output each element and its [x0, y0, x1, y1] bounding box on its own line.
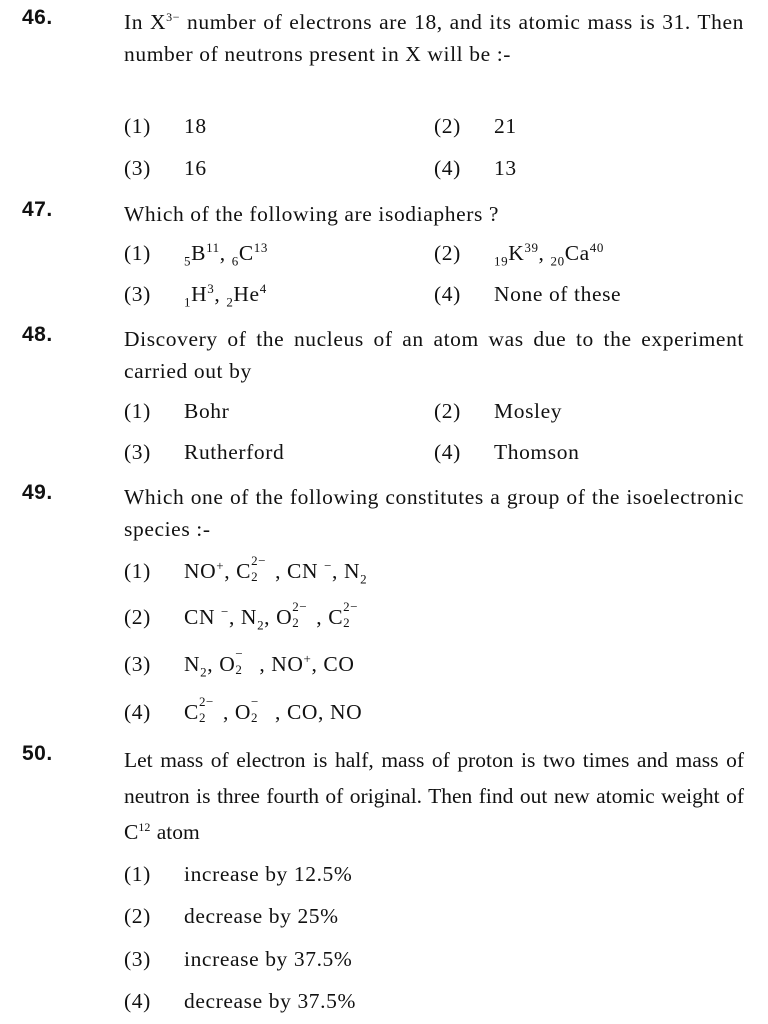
option-1[interactable]: (1) $_5B^{11}$, $_6C^{13}$	[124, 239, 268, 269]
question-text: Which one of the following constitutes a group of the isoelectronic species :-	[124, 485, 744, 541]
option-4[interactable]: (4) decrease by 37.5%	[124, 989, 356, 1013]
question-number: 50.	[22, 742, 53, 765]
option-4[interactable]: (4) 13	[434, 156, 517, 180]
option-2[interactable]: (2) 21	[434, 114, 517, 138]
option-1[interactable]: (1) 18	[124, 114, 207, 138]
option-2[interactable]: (2) $_{19}K^{39}$, $_{20}Ca^{40}$	[434, 239, 604, 269]
question-number: 46.	[22, 6, 53, 29]
option-2[interactable]: (2) Mosley	[434, 399, 563, 423]
option-3[interactable]: (3) $N_2$, O − 2 , NO+, CO	[124, 646, 355, 680]
question-text: In $X^{3-}$ number of electrons are 18, and its atomic mass is 31. Then number of neutrons present in X will be :-	[124, 9, 745, 66]
question-text: Discovery of the nucleus of an atom was due to the experiment carried out by	[124, 327, 744, 383]
option-4[interactable]: (4) None of these	[434, 282, 622, 306]
option-2[interactable]: (2) CN −, $N_2$, O 2− 2 , C 2− 2	[124, 599, 359, 633]
question-number: 48.	[22, 323, 53, 346]
option-3[interactable]: (3) $_1H^3$, $_2He^4$	[124, 280, 267, 310]
option-4[interactable]: (4) C 2− 2 , O − 2 , CO, NO	[124, 694, 363, 725]
question-text: Let mass of electron is half, mass of proton is two times and mass of neutron is three fourth of original. Then find out new atomic weight of $C^{12}$ atom	[124, 748, 744, 844]
option-3[interactable]: (3) 16	[124, 156, 207, 180]
option-1[interactable]: (1) increase by 12.5%	[124, 862, 353, 886]
question-number: 49.	[22, 481, 53, 504]
option-3[interactable]: (3) increase by 37.5%	[124, 947, 353, 971]
option-4[interactable]: (4) Thomson	[434, 440, 580, 464]
option-1[interactable]: (1) Bohr	[124, 399, 230, 423]
question-text: Which of the following are isodiaphers ?	[124, 202, 500, 226]
option-3[interactable]: (3) Rutherford	[124, 440, 285, 464]
option-1[interactable]: (1) NO+, C 2− 2 , CN −, $N_2$	[124, 553, 368, 587]
question-number: 47.	[22, 198, 53, 221]
option-2[interactable]: (2) decrease by 25%	[124, 904, 339, 928]
